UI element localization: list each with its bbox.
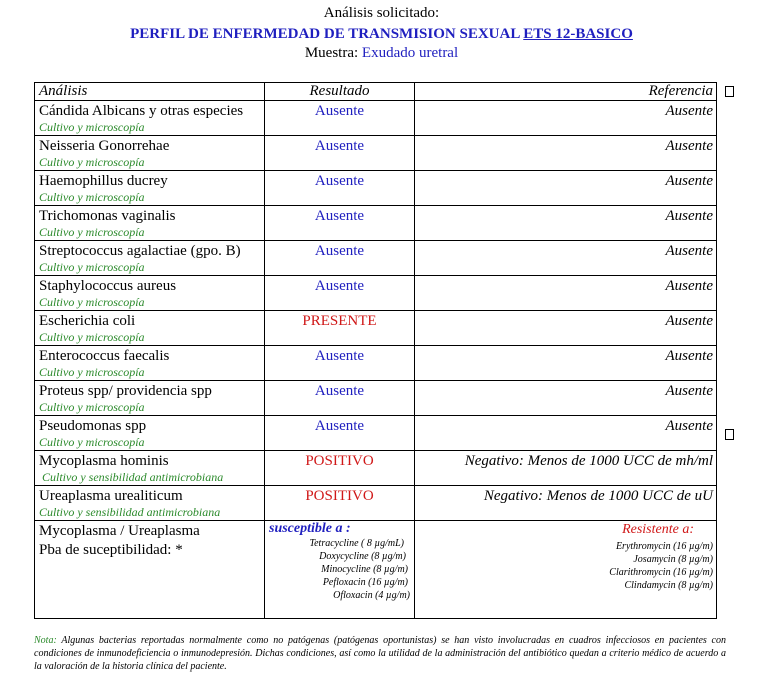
analysis-cell [35,381,265,416]
results-table [34,82,717,619]
analysis-name: Trichomonas vaginalis [39,208,176,224]
analysis-cell [35,311,265,346]
analysis-method: Cultivo y sensibilidad antimicrobiana [42,470,224,484]
reference-value: Ausente [415,241,717,276]
susceptible-title: susceptible a : [269,521,351,536]
table-row [35,241,717,276]
analysis-cell [35,241,265,276]
susceptible-drug: Doxycycline (8 µg/m) [319,551,406,562]
analysis-method: Cultivo y microscopía [39,400,145,414]
results-body [35,101,717,521]
table-row [35,171,717,206]
reference-value: Ausente [415,381,717,416]
resistant-drug: Josamycin (8 µg/m) [633,554,713,565]
checkbox-marker-top [725,86,734,97]
result-value: Ausente [265,381,415,416]
footnote-label: Nota: [34,635,57,646]
reference-value: Negativo: Menos de 1000 UCC de uU [415,486,717,521]
sample-value: Exudado uretral [361,45,459,61]
susceptible-drug: Tetracycline ( 8 µg/mL) [309,538,404,549]
reference-value: Ausente [415,416,717,451]
result-value: POSITIVO [265,451,415,486]
result-value: Ausente [265,206,415,241]
reference-value: Ausente [415,136,717,171]
reference-value: Ausente [415,276,717,311]
resistant-cell [415,521,717,619]
result-value: PRESENTE [265,311,415,346]
sample-line [0,45,763,62]
analysis-cell [35,136,265,171]
table-row [35,136,717,171]
profile-code: ETS 12-BASICO [523,26,633,42]
resistant-drug: Clindamycin (8 µg/m) [624,580,713,591]
reference-value: Ausente [415,346,717,381]
footnote-text: Algunas bacterias reportadas normalmente como no patógenas (patógenas oportunistas) se han visto involucradas en cuadros infecciosos en pacientes con condiciones de inmunodeficiencia o inmunodepresión. Dichas condiciones, así como la utilidad de la administración del antibiótico quedan a criterio médico de acuerdo a la valoración de la historia clínica del paciente. [34,635,726,672]
analysis-method: Cultivo y microscopía [39,330,145,344]
analysis-method: Cultivo y microscopía [39,120,145,134]
table-row [35,276,717,311]
susceptible-cell [265,521,415,619]
analysis-cell [35,486,265,521]
analysis-method: Cultivo y microscopía [39,225,145,239]
analysis-cell [35,171,265,206]
analysis-cell [35,416,265,451]
susceptible-drug: Minocycline (8 µg/m) [321,564,408,575]
analysis-method: Cultivo y microscopía [39,260,145,274]
analysis-cell [35,206,265,241]
result-value: Ausente [265,171,415,206]
result-value: Ausente [265,276,415,311]
analysis-cell [35,276,265,311]
susceptibility-row [35,521,717,619]
susceptibility-name-cell [35,521,265,619]
result-value: Ausente [265,101,415,136]
table-row [35,381,717,416]
table-row [35,206,717,241]
result-value: POSITIVO [265,486,415,521]
col-reference-header: Referencia [415,83,717,101]
analysis-name: Escherichia coli [39,313,136,329]
col-result-header: Resultado [265,83,415,101]
table-header [35,83,717,101]
table-row [35,311,717,346]
result-value: Ausente [265,416,415,451]
table-row [35,486,717,521]
analysis-name: Ureaplasma urealiticum [39,488,183,504]
table-row [35,346,717,381]
analysis-name: Cándida Albicans y otras especies [39,103,244,119]
analysis-method: Cultivo y microscopía [39,435,145,449]
resistant-list [415,538,716,592]
table-row [35,101,717,136]
analysis-name: Mycoplasma hominis [39,453,169,469]
table-row [35,416,717,451]
analysis-cell [35,101,265,136]
resistant-drug: Erythromycin (16 µg/m) [615,541,713,552]
analysis-method: Cultivo y sensibilidad antimicrobiana [39,505,221,519]
susceptibility-name-line1: Mycoplasma / Ureaplasma [39,523,200,539]
analysis-name: Neisseria Gonorrehae [39,138,170,154]
susceptibility-name-line2: Pba de suceptibilidad: * [39,542,183,558]
reference-value: Ausente [415,101,717,136]
resistant-title: Resistente a: [622,522,694,537]
reference-value: Ausente [415,206,717,241]
analysis-cell [35,346,265,381]
analysis-name: Streptococcus agalactiae (gpo. B) [39,243,241,259]
footnote [34,634,726,673]
analysis-method: Cultivo y microscopía [39,295,145,309]
requested-analysis-label: Análisis solicitado: [323,5,440,21]
sample-label: Muestra: [304,45,359,61]
analysis-name: Proteus spp/ providencia spp [39,383,212,399]
resistant-drug: Clarithromycin (16 µg/m) [609,567,713,578]
col-analysis-header: Análisis [35,83,265,101]
checkbox-marker-mid [725,429,734,440]
susceptible-drug: Pefloxacin (16 µg/m) [322,577,408,588]
profile-name: PERFIL DE ENFERMEDAD DE TRANSMISION SEXUAL [130,26,520,42]
susceptible-drug: Ofloxacin (4 µg/m) [333,590,410,601]
analysis-method: Cultivo y microscopía [39,190,145,204]
result-value: Ausente [265,346,415,381]
table-row [35,451,717,486]
analysis-method: Cultivo y microscopía [39,155,145,169]
analysis-method: Cultivo y microscopía [39,365,145,379]
result-value: Ausente [265,241,415,276]
reference-value: Negativo: Menos de 1000 UCC de mh/ml [415,451,717,486]
analysis-cell [35,451,265,486]
reference-value: Ausente [415,311,717,346]
analysis-name: Staphylococcus aureus [39,278,177,294]
susceptible-list [265,537,414,602]
reference-value: Ausente [415,171,717,206]
analysis-name: Haemophillus ducrey [39,173,168,189]
analysis-name: Pseudomonas spp [39,418,147,434]
profile-title [0,26,763,43]
result-value: Ausente [265,136,415,171]
analysis-name: Enterococcus faecalis [39,348,170,364]
